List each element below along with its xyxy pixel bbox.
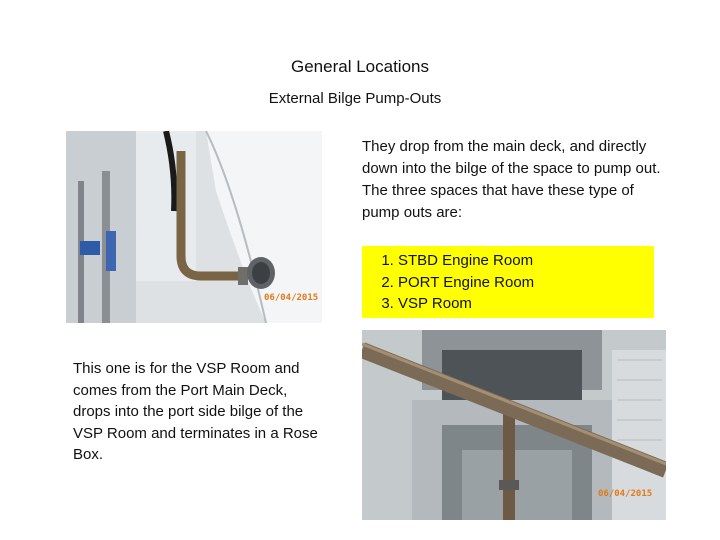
description-line-1: They drop from the main deck, and directly down into the bilge of the space to pump out. xyxy=(362,138,661,177)
slide-title: General Locations xyxy=(291,57,429,76)
pump-out-photo-1 xyxy=(66,131,322,323)
list-item: 2. PORT Engine Room xyxy=(398,272,654,294)
vsp-room-caption: This one is for the VSP Room and comes from the Port Main Deck, drops into the port side bilge of the VSP Room and terminates in a Rose Box. xyxy=(73,360,318,463)
list-item: 3. VSP Room xyxy=(398,293,654,315)
spaces-list-box xyxy=(362,246,654,318)
slide-subtitle: External Bilge Pump-Outs xyxy=(268,90,442,107)
description-line-2: The three spaces that have these type of pump outs are: xyxy=(362,182,634,221)
photo1-date-stamp: 06/04/2015 xyxy=(264,293,319,303)
photo2-date-stamp: 06/04/2015 xyxy=(598,489,653,499)
spaces-list xyxy=(362,250,654,315)
description-block xyxy=(362,136,667,224)
list-item: 1. STBD Engine Room xyxy=(398,250,654,272)
pump-out-photo-2 xyxy=(362,330,666,520)
